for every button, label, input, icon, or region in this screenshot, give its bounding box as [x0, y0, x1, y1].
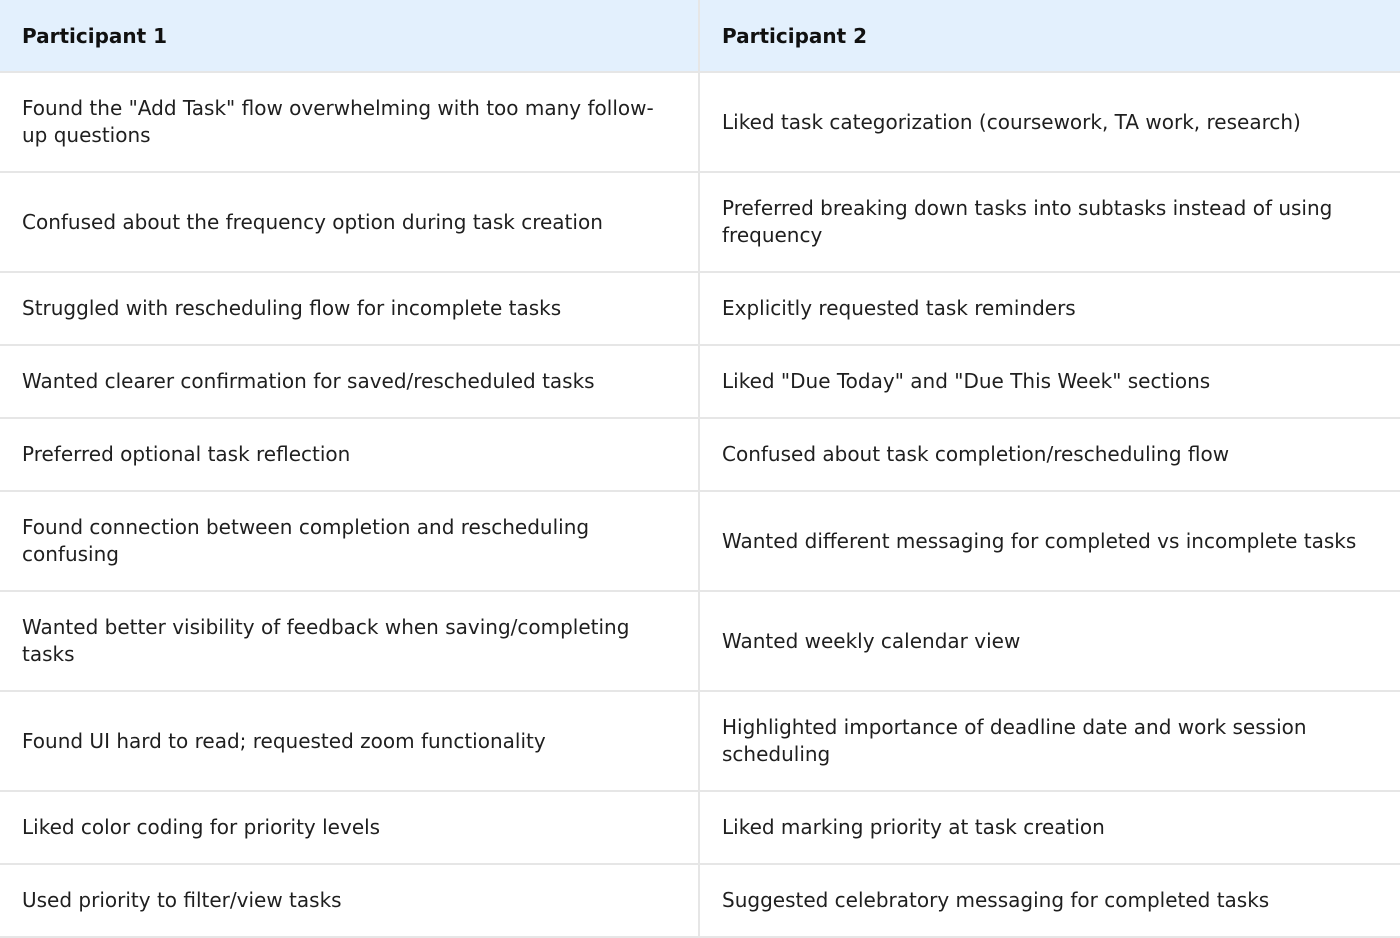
table-row [0, 172, 1400, 272]
participant-2-cell: Highlighted importance of deadline date and work session scheduling [699, 691, 1400, 791]
table-row [0, 791, 1400, 864]
participant-1-cell: Liked color coding for priority levels [0, 791, 699, 864]
participant-1-cell: Found the "Add Task" flow overwhelming with too many follow-up questions [0, 72, 699, 172]
participant-2-cell: Liked marking priority at task creation [699, 791, 1400, 864]
participant-2-cell: Confused about task completion/rescheduling flow [699, 418, 1400, 491]
participant-2-cell: Wanted different messaging for completed vs incomplete tasks [699, 491, 1400, 591]
column-header-participant-2: Participant 2 [699, 0, 1400, 72]
participant-2-cell: Suggested celebratory messaging for completed tasks [699, 864, 1400, 937]
participant-1-cell: Struggled with rescheduling flow for incomplete tasks [0, 272, 699, 345]
participant-2-cell: Liked "Due Today" and "Due This Week" sections [699, 345, 1400, 418]
table-row [0, 591, 1400, 691]
table-row [0, 272, 1400, 345]
participant-1-cell: Confused about the frequency option during task creation [0, 172, 699, 272]
table-row [0, 72, 1400, 172]
participant-1-cell: Wanted better visibility of feedback when saving/completing tasks [0, 591, 699, 691]
participant-2-cell: Wanted weekly calendar view [699, 591, 1400, 691]
participant-1-cell: Found connection between completion and rescheduling confusing [0, 491, 699, 591]
table-row [0, 691, 1400, 791]
header-row [0, 0, 1400, 72]
participant-2-cell: Explicitly requested task reminders [699, 272, 1400, 345]
column-header-participant-1: Participant 1 [0, 0, 699, 72]
participant-1-cell: Found UI hard to read; requested zoom functionality [0, 691, 699, 791]
table-row [0, 418, 1400, 491]
table-row [0, 345, 1400, 418]
participant-2-cell: Liked task categorization (coursework, TA work, research) [699, 72, 1400, 172]
participant-2-cell: Preferred breaking down tasks into subtasks instead of using frequency [699, 172, 1400, 272]
participant-1-cell: Preferred optional task reflection [0, 418, 699, 491]
table-row [0, 864, 1400, 937]
participant-1-cell: Used priority to filter/view tasks [0, 864, 699, 937]
table-row [0, 491, 1400, 591]
participant-1-cell: Wanted clearer confirmation for saved/rescheduled tasks [0, 345, 699, 418]
